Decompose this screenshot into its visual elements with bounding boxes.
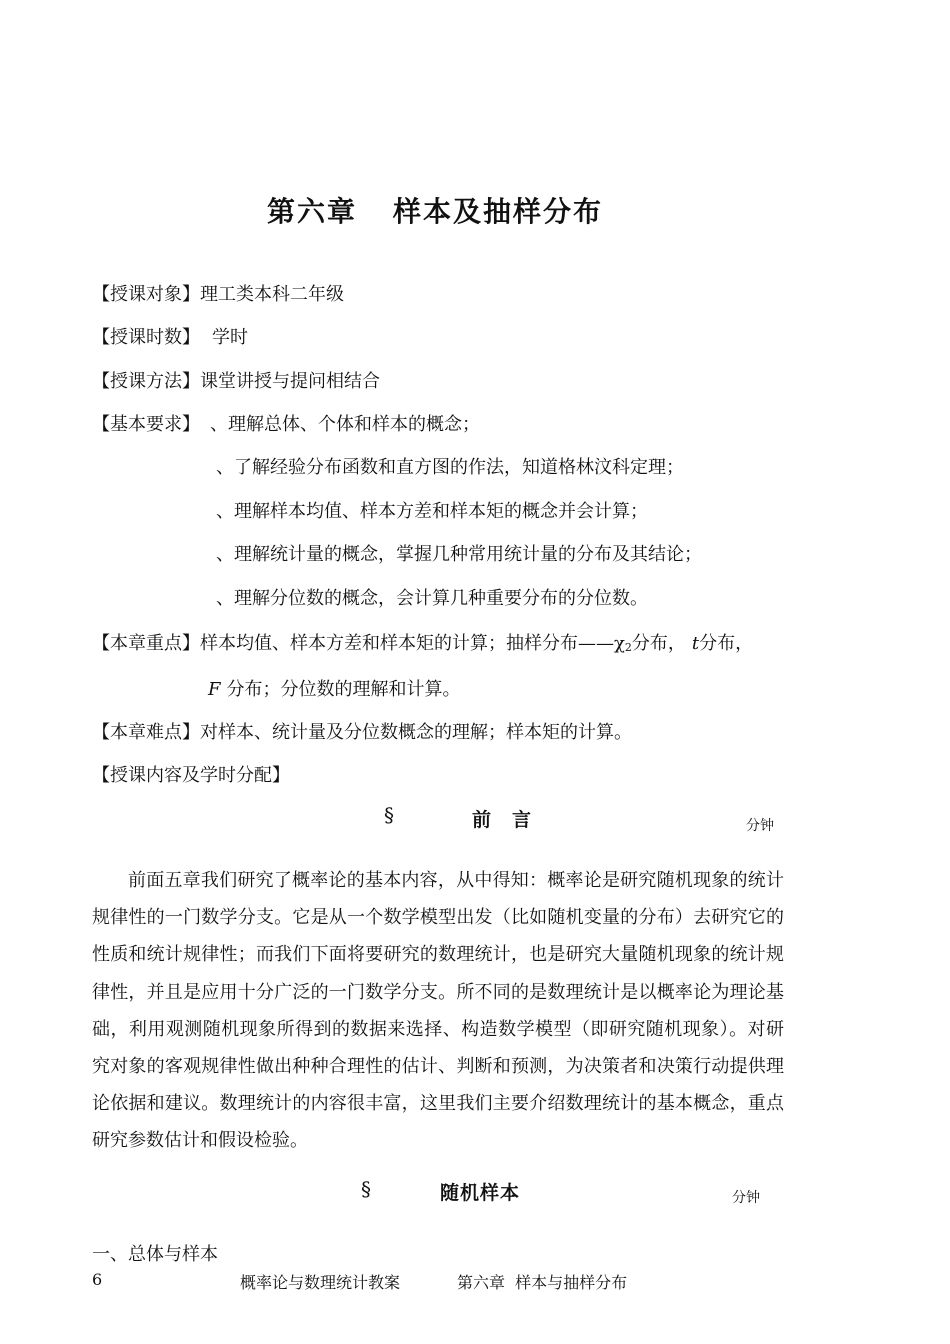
key-points-line2 xyxy=(208,675,461,701)
chapter-name: 样本及抽样分布 xyxy=(393,195,604,228)
section-symbol: § xyxy=(384,803,394,827)
page-number: 6 xyxy=(92,1270,103,1289)
info-label: 【授课时数】 xyxy=(92,327,200,348)
f-symbol: F xyxy=(208,679,221,700)
section-title: 前 言 xyxy=(472,809,533,831)
requirement-item: 、了解经验分布函数和直方图的作法，知道格林汶科定理； xyxy=(216,457,684,478)
t-symbol: t xyxy=(691,633,700,654)
info-value: 课堂讲授与提问相结合 xyxy=(200,371,380,392)
chapter-number: 第六章 xyxy=(266,195,357,228)
footer-book-title: 概率论与数理统计教案 xyxy=(240,1273,401,1292)
section-minutes: 分钟 xyxy=(746,818,774,834)
info-label: 【授课对象】 xyxy=(92,284,200,305)
info-target xyxy=(92,280,344,306)
subsection-heading: 一、总体与样本 xyxy=(92,1244,218,1265)
chi-subscript: 2 xyxy=(624,641,632,654)
requirement-item: 、理解分位数的概念，会计算几种重要分布的分位数。 xyxy=(216,588,648,609)
intro-paragraph: 前面五章我们研究了概率论的基本内容，从中得知：概率论是研究随机现象的统计规律性的一门数学分支。它是从一个数学模型出发（比如随机变量的分布）去研究它的性质和统计规律性；而我们下面将要研究的数理统计，也是研究大量随机现象的统计规律性，并且是应用十分广泛的一门数学分支。所不同的是数理统计是以概率论为理论基础，利用观测随机现象所得到的数据来选择、构造数学模型（即研究随机现象）。对研究对象的客观规律性做出种种合理性的估计、判断和预测，为决策者和决策行动提供理论依据和建议。数理统计的内容很丰富，这里我们主要介绍数理统计的基本概念，重点研究参数估计和假设检验。 xyxy=(92,870,784,1152)
key-points-text: 分布， xyxy=(699,633,754,654)
key-points-text: 分布；分位数的理解和计算。 xyxy=(226,679,461,700)
section-symbol: § xyxy=(361,1177,371,1201)
content-allocation-label: 【授课内容及学时分配】 xyxy=(92,765,290,786)
footer-chapter: 第六章 样本与抽样分布 xyxy=(457,1273,628,1292)
info-key-points xyxy=(92,629,753,655)
chi-symbol: χ xyxy=(614,633,625,654)
info-method xyxy=(92,367,380,393)
info-difficulties xyxy=(92,718,632,744)
chapter-title xyxy=(0,190,870,230)
requirement-item: 、理解总体、个体和样本的概念； xyxy=(210,414,480,435)
info-hours xyxy=(92,323,248,349)
info-value: 对样本、统计量及分位数概念的理解；样本矩的计算。 xyxy=(200,722,632,743)
key-points-text: 分布， xyxy=(631,633,686,654)
section-minutes: 分钟 xyxy=(732,1190,760,1206)
info-label: 【基本要求】 xyxy=(92,414,200,435)
info-value: 学时 xyxy=(212,327,248,348)
requirement-item: 、理解样本均值、样本方差和样本矩的概念并会计算； xyxy=(216,501,648,522)
requirement-item: 、理解统计量的概念，掌握几种常用统计量的分布及其结论； xyxy=(216,544,702,565)
info-label: 【授课方法】 xyxy=(92,371,200,392)
section-title: 随机样本 xyxy=(440,1182,521,1204)
info-label: 【本章难点】 xyxy=(92,722,200,743)
info-requirements xyxy=(92,410,480,436)
key-points-text: 样本均值、样本方差和样本矩的计算；抽样分布—— xyxy=(200,633,614,654)
info-label: 【本章重点】 xyxy=(92,633,200,654)
info-value: 理工类本科二年级 xyxy=(200,284,344,305)
